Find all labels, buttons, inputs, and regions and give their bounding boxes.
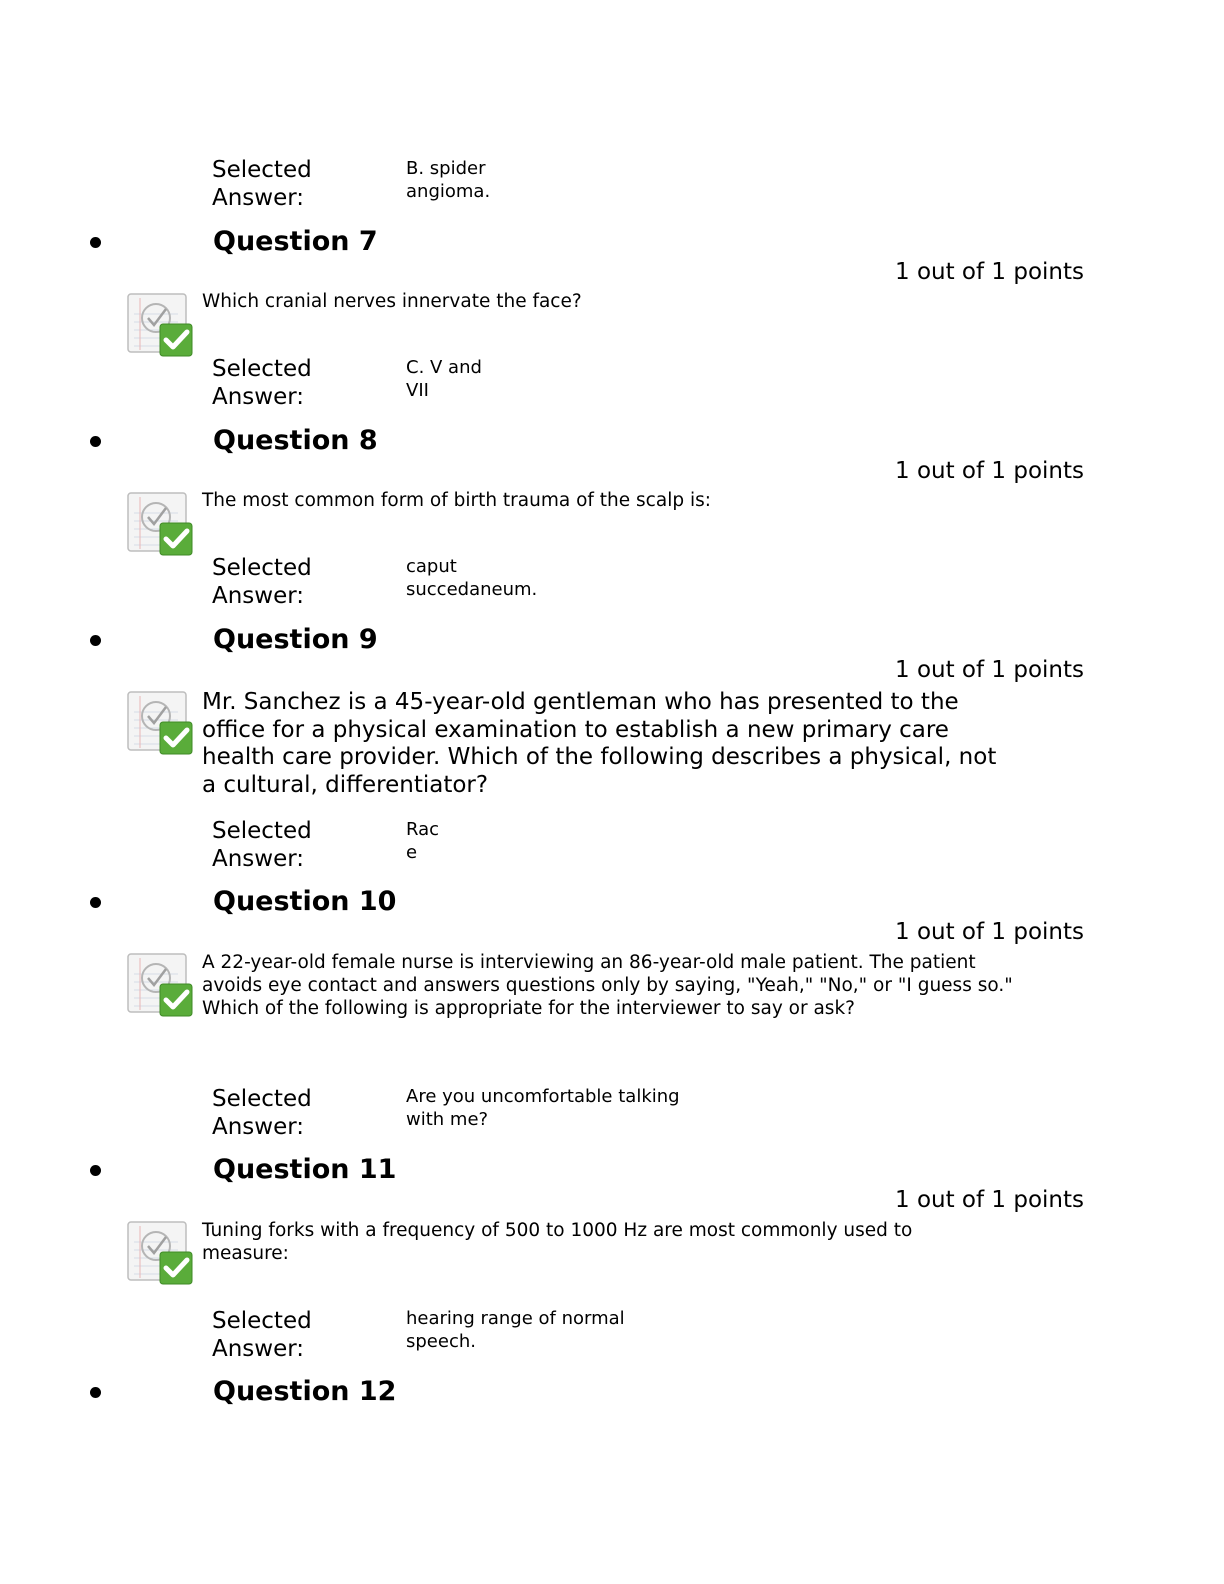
selected-answer-value: hearing range of normal speech. — [406, 1308, 625, 1352]
points-score: 1 out of 1 points — [895, 259, 1084, 285]
selected-answer-label: Selected Answer: — [212, 356, 312, 410]
question-text: The most common form of birth trauma of the scalp is: — [202, 490, 711, 511]
points-score: 1 out of 1 points — [895, 919, 1084, 945]
question-text: Mr. Sanchez is a 45-year-old gentleman who has presented to the office for a physical examination to establish a new primary care health care provider. Which of the following describes a physical, not a cultural, differentiator? — [202, 689, 997, 798]
list-bullet — [90, 897, 101, 908]
correct-check-icon — [126, 1218, 194, 1286]
question-text: A 22-year-old female nurse is interviewing an 86-year-old male patient. The patient avoids eye contact and answers questions only by saying, "Yeah," "No," or "I guess so." Which of the following is appropriate for the interviewer to say or ask? — [202, 952, 1013, 1019]
points-score: 1 out of 1 points — [895, 458, 1084, 484]
correct-check-icon — [126, 489, 194, 557]
correct-check-icon — [126, 688, 194, 756]
selected-answer-value: C. V and VII — [406, 357, 482, 401]
question-title: Question 7 — [213, 226, 378, 257]
selected-answer-label: Selected Answer: — [212, 555, 312, 609]
selected-answer-value: Rac e — [406, 819, 440, 863]
list-bullet — [90, 237, 101, 248]
question-text: Tuning forks with a frequency of 500 to 1000 Hz are most commonly used to measure: — [202, 1220, 913, 1264]
correct-check-icon — [126, 950, 194, 1018]
selected-answer-value: B. spider angioma. — [406, 158, 491, 202]
question-text: Which cranial nerves innervate the face? — [202, 291, 582, 312]
correct-check-icon — [126, 290, 194, 358]
points-score: 1 out of 1 points — [895, 1187, 1084, 1213]
selected-answer-value: caput succedaneum. — [406, 556, 538, 600]
question-title: Question 12 — [213, 1376, 397, 1407]
question-title: Question 8 — [213, 425, 378, 456]
selected-answer-label: Selected Answer: — [212, 1086, 312, 1140]
list-bullet — [90, 635, 101, 646]
list-bullet — [90, 1387, 101, 1398]
selected-answer-label: Selected Answer: — [212, 1308, 312, 1362]
question-title: Question 9 — [213, 624, 378, 655]
list-bullet — [90, 1165, 101, 1176]
question-title: Question 11 — [213, 1154, 397, 1185]
list-bullet — [90, 436, 101, 447]
points-score: 1 out of 1 points — [895, 657, 1084, 683]
selected-answer-label: Selected Answer: — [212, 818, 312, 872]
selected-answer-value: Are you uncomfortable talking with me? — [406, 1086, 680, 1130]
selected-answer-label: Selected Answer: — [212, 157, 312, 211]
question-title: Question 10 — [213, 886, 397, 917]
